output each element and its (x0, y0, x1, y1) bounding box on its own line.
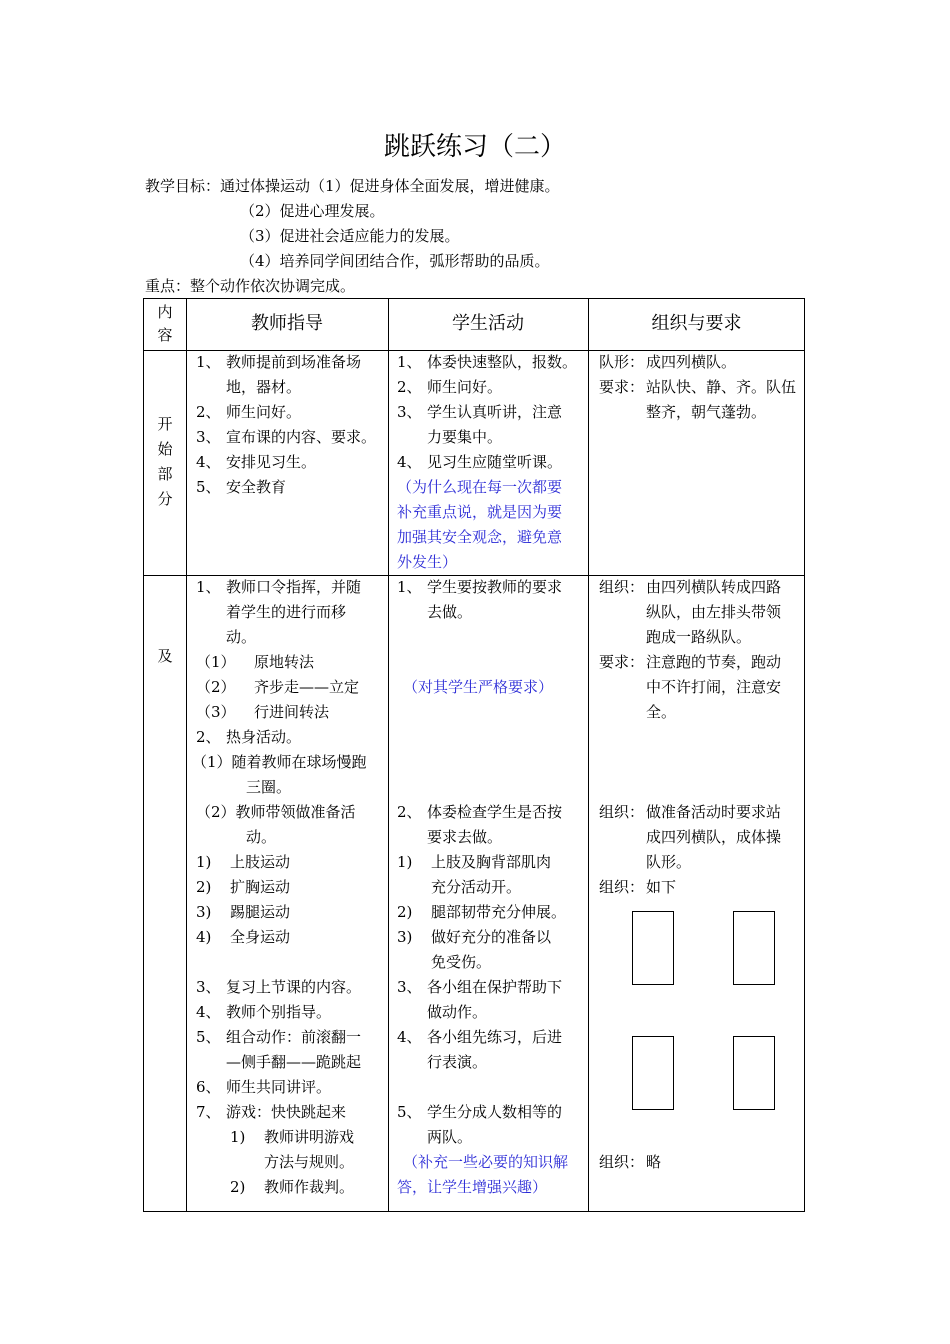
list-item: 队形： 成四列横队。 (599, 353, 737, 371)
list-item: （2） 齐步走——立定 (196, 678, 360, 696)
list-item: 2、 师生问好。 (397, 378, 503, 396)
section-label-start: 开 始 部 分 (157, 415, 173, 508)
formation-box (632, 1036, 674, 1110)
list-item: —侧手翻——跪跳起 (226, 1053, 362, 1071)
list-item: 2、 师生问好。 (196, 403, 302, 421)
section-label-main: 及 (157, 647, 173, 665)
list-item: 地，器材。 (226, 378, 302, 396)
list-item: 2) 扩胸运动 (196, 878, 291, 896)
list-item: 组织： 由四列横队转成四路 (599, 578, 782, 596)
section1-org (599, 350, 799, 425)
list-item: 免受伤。 (431, 953, 492, 971)
list-item: 1、 学生要按教师的要求 (397, 578, 563, 596)
list-item: 队形。 (646, 853, 692, 871)
goal-item-1: 通过体操运动（1）促进身体全面发展，增进健康。 (220, 177, 560, 195)
list-item: 3) 做好充分的准备以 (397, 928, 552, 946)
student-note: 答，让学生增强兴趣） (397, 1178, 548, 1196)
list-item: 去做。 (427, 603, 473, 621)
list-item: 要求： 站队快、静、齐。队伍 (599, 378, 797, 396)
list-item: 要求去做。 (427, 828, 503, 846)
formation-box (733, 911, 775, 985)
goal-item-4: （4）培养同学间团结合作，弧形帮助的品质。 (240, 252, 550, 270)
list-item: 整齐，朝气蓬勃。 (646, 403, 767, 421)
section2-student (397, 575, 583, 1200)
list-item: 6、 师生共同讲评。 (196, 1078, 332, 1096)
key-point: 重点：整个动作依次协调完成。 (145, 277, 356, 295)
goal-item-2: （2）促进心理发展。 (240, 202, 385, 220)
list-item: 充分活动开。 (431, 878, 522, 896)
list-item: 纵队，由左排头带领 (646, 603, 782, 621)
list-item: 着学生的进行而移 (226, 603, 347, 621)
list-item: 组织： 略 (599, 1153, 662, 1171)
list-item: 三圈。 (246, 778, 292, 796)
list-item: 4、 各小组先练习，后进 (397, 1028, 563, 1046)
table-divider (388, 299, 389, 1211)
list-item: 动。 (246, 828, 277, 846)
list-item: 做动作。 (427, 1003, 488, 1021)
student-note: （补充一些必要的知识解 (403, 1153, 569, 1171)
list-item: 1、 教师口令指挥，并随 (196, 578, 362, 596)
header-student: 学生活动 (452, 313, 524, 334)
list-item: 中不许打闹，注意安 (646, 678, 782, 696)
list-item: 3) 踢腿运动 (196, 903, 291, 921)
list-item: 2、 热身活动。 (196, 728, 302, 746)
section2-teacher (192, 575, 382, 1200)
list-item: 方法与规则。 (264, 1153, 355, 1171)
list-item: 3、 学生认真听讲，注意 (397, 403, 563, 421)
section2-org (599, 575, 799, 900)
list-item: 1) 上肢运动 (196, 853, 291, 871)
list-item: （2）教师带领做准备活 (196, 803, 356, 821)
header-org: 组织与要求 (651, 313, 742, 334)
header-content: 内 容 (157, 303, 173, 344)
list-item: 两队。 (427, 1128, 473, 1146)
student-note: （为什么现在每一次都要 (397, 478, 563, 496)
list-item: 3、 宣布课的内容、要求。 (196, 428, 377, 446)
list-item: 5、 学生分成人数相等的 (397, 1103, 563, 1121)
list-item: 4、 安排见习生。 (196, 453, 317, 471)
goal-item-3: （3）促进社会适应能力的发展。 (240, 227, 460, 245)
list-item: 4、 见习生应随堂听课。 (397, 453, 563, 471)
list-item: （3） 行进间转法 (196, 703, 330, 721)
list-item: 跑成一路纵队。 (646, 628, 752, 646)
list-item: 4、 教师个别指导。 (196, 1003, 332, 1021)
list-item: 2、 体委检查学生是否按 (397, 803, 563, 821)
formation-box (632, 911, 674, 985)
list-item: 要求： 注意跑的节奏，跑动 (599, 653, 782, 671)
list-item: 5、 组合动作：前滚翻一 (196, 1028, 362, 1046)
list-item: 力要集中。 (427, 428, 503, 446)
list-item: 1、 体委快速整队，报数。 (397, 353, 578, 371)
list-item: 组织： 如下 (599, 878, 677, 896)
list-item: 3、 复习上节课的内容。 (196, 978, 362, 996)
section1-student (397, 350, 583, 575)
list-item: （1） 原地转法 (196, 653, 315, 671)
goal-label: 教学目标： (145, 177, 221, 195)
student-note: （对其学生严格要求） (403, 678, 554, 696)
list-item: 组织： 做准备活动时要求站 (599, 803, 782, 821)
section2-org-final (599, 1150, 799, 1175)
student-note: 外发生） (397, 553, 458, 571)
table-divider (186, 299, 187, 1211)
list-item: 成四列横队，成体操 (646, 828, 782, 846)
student-note: 补充重点说，就是因为要 (397, 503, 563, 521)
goal-line-1 (145, 176, 560, 196)
list-item: 1) 教师讲明游戏 (230, 1128, 355, 1146)
list-item: 1、 教师提前到场准备场 (196, 353, 362, 371)
student-note: 加强其安全观念，避免意 (397, 528, 563, 546)
list-item: 3、 各小组在保护帮助下 (397, 978, 563, 996)
list-item: 4) 全身运动 (196, 928, 291, 946)
list-item: （1）随着教师在球场慢跑 (192, 753, 367, 771)
formation-box (733, 1036, 775, 1110)
header-teacher: 教师指导 (251, 313, 323, 334)
list-item: 1) 上肢及胸背部肌肉 (397, 853, 552, 871)
list-item: 2) 教师作裁判。 (230, 1178, 355, 1196)
list-item: 行表演。 (427, 1053, 488, 1071)
list-item: 全。 (646, 703, 677, 721)
table-divider (588, 299, 589, 1211)
list-item: 5、 安全教育 (196, 478, 287, 496)
list-item: 7、 游戏：快快跳起来 (196, 1103, 347, 1121)
list-item: 动。 (226, 628, 257, 646)
lesson-table (143, 298, 805, 1212)
section1-teacher (196, 350, 382, 500)
page-title: 跳跃练习（二） (383, 132, 566, 162)
list-item: 2) 腿部韧带充分伸展。 (397, 903, 567, 921)
